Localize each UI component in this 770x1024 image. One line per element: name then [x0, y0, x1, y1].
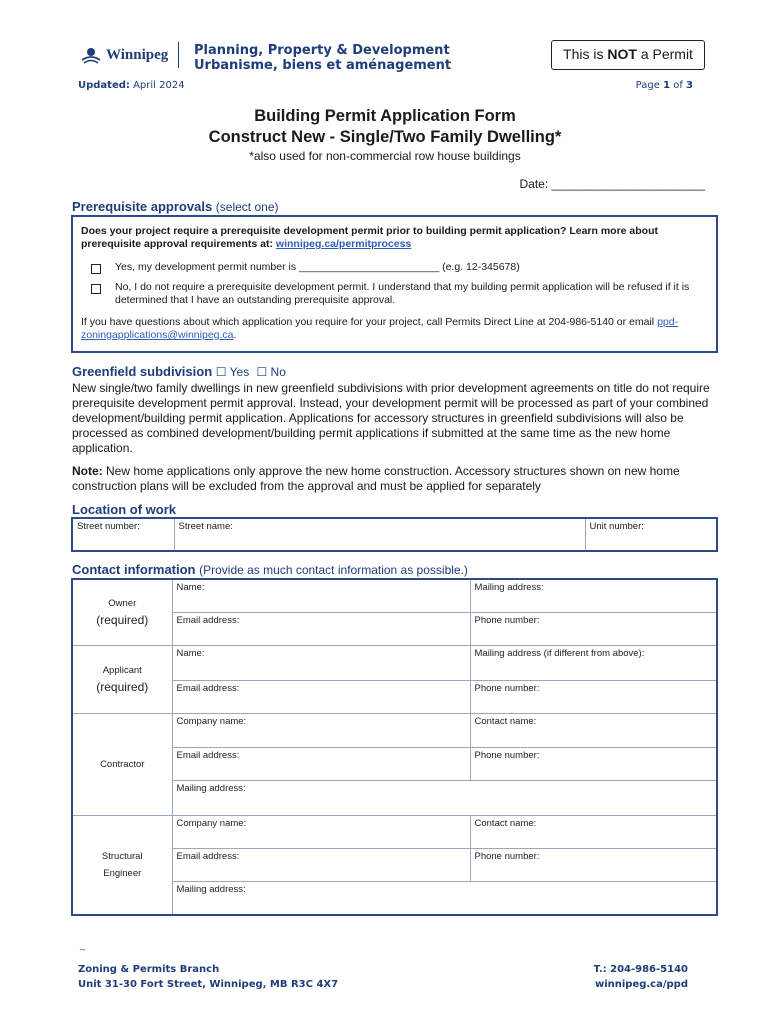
option-no-label: No, I do not require a prerequisite development permit. I understand that my building permit application will be refused if it is determined that I have an outstanding prerequisite approval.: [115, 281, 690, 306]
applicant-label: Applicant (required): [72, 645, 172, 713]
applicant-mailing-field[interactable]: Mailing address (if different from above):: [470, 645, 717, 680]
form-title: Building Permit Application Form: [254, 107, 516, 125]
prereq-contact: If you have questions about which application you require for your project, call Permits Direct Line at 204-986-5140 or email ppd-zoningapplications@winnipeg.ca.: [81, 316, 679, 341]
engineer-phone-field[interactable]: Phone number:: [470, 848, 717, 881]
footer-dash: _: [80, 940, 86, 950]
engineer-label: Structural Engineer: [72, 815, 172, 915]
branch-address: Unit 31-30 Fort Street, Winnipeg, MB R3C 4X7: [78, 979, 339, 990]
greenfield-note: Note: New home applications only approve the new home construction. Accessory structures shown on new home construction plans will be excluded from the approval and must be applied for separately: [72, 464, 680, 493]
footer-contact: [594, 962, 688, 992]
form-note: *also used for non-commercial row house buildings: [249, 149, 521, 163]
option-no-checkbox[interactable]: [91, 284, 101, 294]
department-name-en: Planning, Property & Development: [194, 43, 450, 58]
form-subtitle: Construct New - Single/Two Family Dwelling*: [208, 128, 562, 146]
location-table: [71, 517, 718, 552]
option-yes-checkbox[interactable]: [91, 264, 101, 274]
contractor-company-field[interactable]: Company name:: [172, 713, 470, 747]
prereq-question: Does your project require a prerequisite development permit prior to building permit application? Learn more about prerequisite approval requirements at: winnipeg.ca/permitprocess: [81, 225, 659, 250]
street-number-field[interactable]: Street number:: [72, 518, 174, 551]
greenfield-body: New single/two family dwellings in new greenfield subdivisions with prior development agreements on title do not require prerequisite development permit approval. Instead, your development permit will be processed as part of your combined development/building permit application. Applications for accessory structures in greenfield subdivisions will also be processed as combined development/building permit applications if submitted at the same time as the new home application.: [72, 381, 710, 455]
greenfield-heading: Greenfield subdivision ☐ Yes ☐ No: [72, 364, 286, 379]
applicant-email-field[interactable]: Email address:: [172, 680, 470, 713]
winnipeg-logo-icon: [80, 44, 102, 66]
contact-table: [71, 578, 718, 916]
logo-wordmark: Winnipeg: [106, 42, 179, 68]
contractor-label: Contractor: [72, 713, 172, 815]
not-a-permit-badge: This is NOT a Permit: [551, 40, 705, 70]
owner-label: Owner (required): [72, 579, 172, 645]
footer-phone: T.: 204-986-5140: [593, 964, 688, 975]
footer-website[interactable]: winnipeg.ca/ppd: [594, 979, 688, 990]
updated-date: Updated: April 2024: [78, 80, 185, 91]
option-yes-row: [81, 261, 708, 274]
owner-phone-field[interactable]: Phone number:: [470, 612, 717, 645]
owner-email-field[interactable]: Email address:: [172, 612, 470, 645]
applicant-phone-field[interactable]: Phone number:: [470, 680, 717, 713]
contractor-contact-field[interactable]: Contact name:: [470, 713, 717, 747]
engineer-email-field[interactable]: Email address:: [172, 848, 470, 881]
contact-heading: Contact information (Provide as much contact information as possible.): [72, 562, 468, 577]
footer-branch: [78, 962, 338, 992]
owner-mailing-field[interactable]: Mailing address:: [470, 579, 717, 612]
owner-name-field[interactable]: Name:: [172, 579, 470, 612]
street-name-field[interactable]: Street name:: [174, 518, 585, 551]
branch-name: Zoning & Permits Branch: [78, 964, 220, 975]
greenfield-no[interactable]: ☐ No: [256, 365, 286, 379]
location-heading: Location of work: [72, 502, 176, 517]
contractor-mailing-field[interactable]: Mailing address:: [172, 780, 717, 815]
engineer-contact-field[interactable]: Contact name:: [470, 815, 717, 848]
prereq-heading: Prerequisite approvals (select one): [72, 199, 279, 214]
option-no-row: [81, 281, 708, 307]
contractor-email-field[interactable]: Email address:: [172, 747, 470, 780]
department-name: [194, 43, 451, 73]
unit-number-field[interactable]: Unit number:: [585, 518, 717, 551]
permit-process-link[interactable]: winnipeg.ca/permitprocess: [275, 238, 412, 250]
engineer-company-field[interactable]: Company name:: [172, 815, 470, 848]
applicant-name-field[interactable]: Name:: [172, 645, 470, 680]
page-number: Page 1 of 3: [635, 80, 693, 91]
greenfield-yes[interactable]: ☐ Yes: [215, 365, 250, 379]
option-yes-label: Yes, my development permit number is ________________________ (e.g. 12-345678): [115, 261, 520, 273]
city-logo: [80, 42, 179, 68]
engineer-mailing-field[interactable]: Mailing address:: [172, 881, 717, 915]
prereq-box: [71, 215, 718, 353]
date-field[interactable]: Date: _______________________: [519, 177, 705, 191]
zoning-email-link[interactable]: ppd-zoningapplications@winnipeg.ca: [81, 316, 679, 341]
department-name-fr: Urbanisme, biens et aménagement: [194, 58, 452, 73]
contractor-phone-field[interactable]: Phone number:: [470, 747, 717, 780]
